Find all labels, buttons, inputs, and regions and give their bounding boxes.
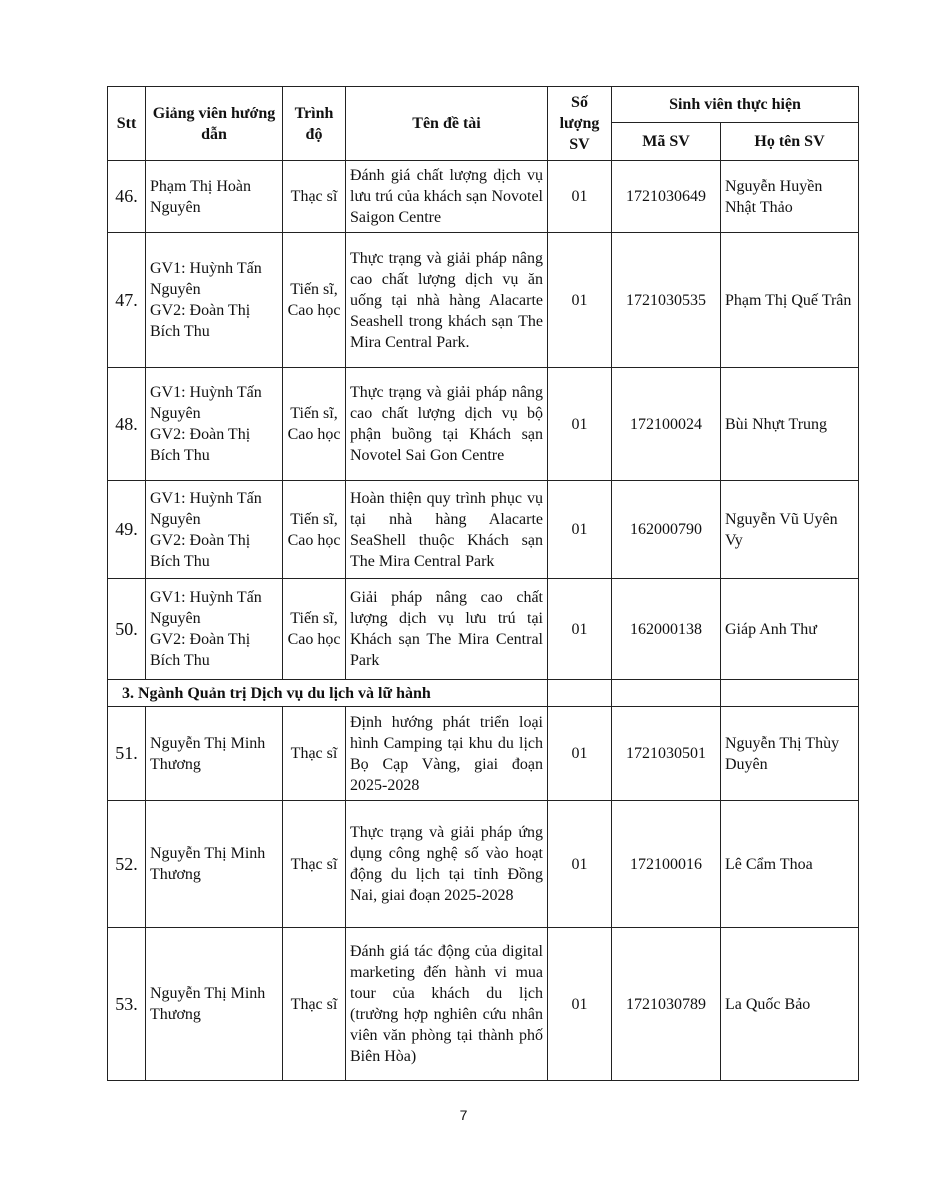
row-topic: Thực trạng và giải pháp ứng dụng công nghệ số vào hoạt động du lịch tại tỉnh Đồng Nai, giai đoạn 2025-2028 (346, 801, 548, 928)
advisor-name: Nguyễn Thị Minh Thương (150, 734, 266, 773)
row-advisor (146, 579, 283, 680)
header-student-name: Họ tên SV (721, 123, 859, 161)
row-degree: Tiến sĩ, Cao học (283, 579, 346, 680)
table-row (108, 801, 859, 928)
table-body-section (108, 680, 859, 707)
section-empty-cell (721, 680, 859, 707)
row-stt: 51. (108, 707, 146, 801)
advisor-name: GV1: Huỳnh Tấn Nguyên (150, 260, 262, 298)
row-student-count: 01 (548, 481, 612, 579)
row-advisor (146, 801, 283, 928)
row-degree: Thạc sĩ (283, 707, 346, 801)
row-stt: 50. (108, 579, 146, 680)
row-topic: Định hướng phát triển loại hình Camping tại khu du lịch Bọ Cạp Vàng, giai đoạn 2025-2028 (346, 707, 548, 801)
header-count: Số lượng SV (548, 87, 612, 161)
advisor-name: GV2: Đoàn Thị Bích Thu (150, 531, 251, 570)
row-student-id: 172100024 (612, 368, 721, 481)
row-degree: Thạc sĩ (283, 928, 346, 1081)
row-student-id: 172100016 (612, 801, 721, 928)
row-student-name: Nguyễn Huyền Nhật Thảo (721, 161, 859, 233)
row-student-name: Lê Cẩm Thoa (721, 801, 859, 928)
table-row (108, 233, 859, 368)
row-stt: 46. (108, 161, 146, 233)
header-topic: Tên đề tài (346, 87, 548, 161)
row-student-id: 162000138 (612, 579, 721, 680)
thesis-assignment-table (107, 86, 859, 1081)
row-student-name: Bùi Nhựt Trung (721, 368, 859, 481)
row-student-id: 1721030789 (612, 928, 721, 1081)
row-stt: 52. (108, 801, 146, 928)
row-stt: 47. (108, 233, 146, 368)
section-title: 3. Ngành Quản trị Dịch vụ du lịch và lữ hành (108, 680, 548, 707)
row-degree: Tiến sĩ, Cao học (283, 368, 346, 481)
header-advisor: Giảng viên hướng dẫn (146, 87, 283, 161)
row-stt: 53. (108, 928, 146, 1081)
row-student-name: Nguyễn Thị Thùy Duyên (721, 707, 859, 801)
table-row (108, 707, 859, 801)
section-row (108, 680, 859, 707)
row-student-name: Phạm Thị Quế Trân (721, 233, 859, 368)
header-stt: Stt (108, 87, 146, 161)
row-topic: Thực trạng và giải pháp nâng cao chất lượng dịch vụ ăn uống tại nhà hàng Alacarte Seashell trong khách sạn The Mira Central Park. (346, 233, 548, 368)
row-advisor (146, 233, 283, 368)
row-degree: Tiến sĩ, Cao học (283, 233, 346, 368)
row-topic: Đánh giá tác động của digital marketing đến hành vi mua tour của khách du lịch (trường hợp nghiên cứu nhân viên văn phòng tại thành phố Biên Hòa) (346, 928, 548, 1081)
section-empty-cell (548, 680, 612, 707)
row-student-id: 1721030649 (612, 161, 721, 233)
row-student-name: Giáp Anh Thư (721, 579, 859, 680)
row-stt: 48. (108, 368, 146, 481)
advisor-name: Phạm Thị Hoàn Nguyên (150, 177, 252, 216)
row-student-count: 01 (548, 579, 612, 680)
row-topic: Đánh giá chất lượng dịch vụ lưu trú của khách sạn Novotel Saigon Centre (346, 161, 548, 233)
row-advisor (146, 368, 283, 481)
row-advisor (146, 707, 283, 801)
header-student-id: Mã SV (612, 123, 721, 161)
advisor-name: GV2: Đoàn Thị Bích Thu (150, 631, 251, 669)
table-row (108, 481, 859, 579)
table-row (108, 161, 859, 233)
table-row (108, 368, 859, 481)
row-stt: 49. (108, 481, 146, 579)
row-student-count: 01 (548, 707, 612, 801)
advisor-name: GV1: Huỳnh Tấn Nguyên (150, 589, 262, 627)
row-topic: Thực trạng và giải pháp nâng cao chất lượng dịch vụ bộ phận buồng tại Khách sạn Novotel Sai Gon Centre (346, 368, 548, 481)
row-degree: Thạc sĩ (283, 161, 346, 233)
header-row (108, 87, 859, 123)
row-advisor (146, 161, 283, 233)
row-student-count: 01 (548, 928, 612, 1081)
table-row (108, 579, 859, 680)
section-empty-cell (612, 680, 721, 707)
row-advisor (146, 928, 283, 1081)
advisor-name: Nguyễn Thị Minh Thương (150, 985, 266, 1023)
table-body-hospitality (108, 161, 859, 680)
row-student-count: 01 (548, 161, 612, 233)
advisor-name: Nguyễn Thị Minh Thương (150, 845, 266, 883)
row-degree: Tiến sĩ, Cao học (283, 481, 346, 579)
row-student-id: 162000790 (612, 481, 721, 579)
row-student-id: 1721030501 (612, 707, 721, 801)
header-degree: Trình độ (283, 87, 346, 161)
row-student-name: La Quốc Bảo (721, 928, 859, 1081)
row-advisor (146, 481, 283, 579)
row-topic: Hoàn thiện quy trình phục vụ tại nhà hàng Alacarte SeaShell thuộc Khách sạn The Mira Central Park (346, 481, 548, 579)
row-student-count: 01 (548, 801, 612, 928)
advisor-name: GV2: Đoàn Thị Bích Thu (150, 426, 251, 464)
row-student-count: 01 (548, 233, 612, 368)
row-student-name: Nguyễn Vũ Uyên Vy (721, 481, 859, 579)
table-row (108, 928, 859, 1081)
row-student-count: 01 (548, 368, 612, 481)
row-student-id: 1721030535 (612, 233, 721, 368)
header-students-group: Sinh viên thực hiện (612, 87, 859, 123)
advisor-name: GV1: Huỳnh Tấn Nguyên (150, 489, 262, 528)
table-body-tourism (108, 707, 859, 1081)
row-topic: Giải pháp nâng cao chất lượng dịch vụ lưu trú tại Khách sạn The Mira Central Park (346, 579, 548, 680)
row-degree: Thạc sĩ (283, 801, 346, 928)
advisor-name: GV2: Đoàn Thị Bích Thu (150, 302, 251, 340)
page-number: 7 (459, 1107, 468, 1123)
advisor-name: GV1: Huỳnh Tấn Nguyên (150, 384, 262, 422)
